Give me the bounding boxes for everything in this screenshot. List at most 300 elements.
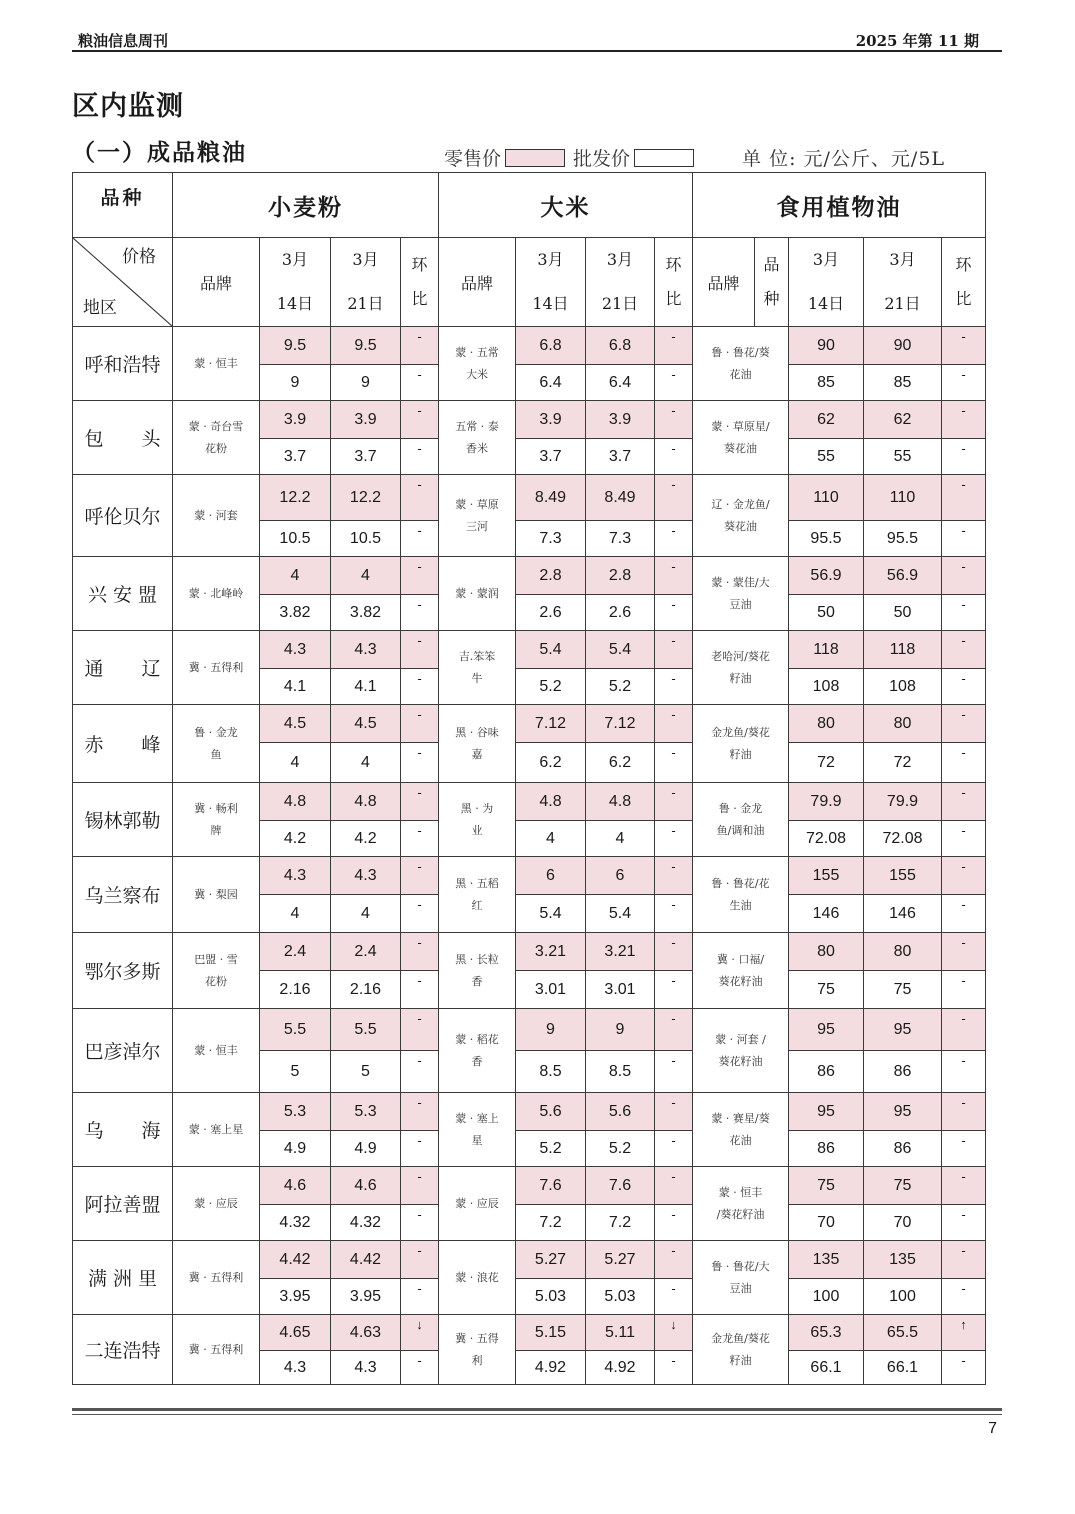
flour-retail-change: - <box>401 933 439 971</box>
flour-retail-price-mar14: 5.5 <box>260 1009 331 1051</box>
flour-retail-change: - <box>401 783 439 821</box>
flour-retail-price-mar21: 4.5 <box>331 705 401 743</box>
oil-wholesale-price-mar21: 75 <box>864 971 942 1009</box>
oil-retail-change: - <box>942 475 986 521</box>
rice-wholesale-change: - <box>655 1131 693 1167</box>
flour-wholesale-price-mar21: 4 <box>331 895 401 933</box>
rice-wholesale-price-mar21: 3.01 <box>586 971 655 1009</box>
oil-retail-price-mar14: 155 <box>789 857 864 895</box>
oil-change-header: 环 比 <box>942 238 986 327</box>
rice-wholesale-change: - <box>655 521 693 557</box>
wholesale-legend-label: 批发价 <box>573 148 631 170</box>
flour-brand: 蒙 · 河套 <box>173 475 260 557</box>
oil-wholesale-change: - <box>942 521 986 557</box>
oil-retail-change: ↑ <box>942 1315 986 1351</box>
rice-wholesale-price-mar21: 3.7 <box>586 439 655 475</box>
rice-wholesale-price-mar14: 5.4 <box>516 895 586 933</box>
flour-retail-price-mar14: 4 <box>260 557 331 595</box>
flour-retail-price-mar14: 4.6 <box>260 1167 331 1205</box>
flour-retail-price-mar21: 12.2 <box>331 475 401 521</box>
flour-wholesale-price-mar14: 4 <box>260 895 331 933</box>
flour-wholesale-price-mar21: 3.82 <box>331 595 401 631</box>
flour-retail-price-mar14: 4.8 <box>260 783 331 821</box>
oil-wholesale-price-mar14: 72 <box>789 743 864 783</box>
region-name: 阿拉善盟 <box>73 1167 173 1241</box>
rice-wholesale-price-mar14: 2.6 <box>516 595 586 631</box>
rice-retail-price-mar21: 8.49 <box>586 475 655 521</box>
flour-wholesale-change: - <box>401 595 439 631</box>
flour-wholesale-price-mar21: 3.95 <box>331 1279 401 1315</box>
rice-wholesale-change: - <box>655 1351 693 1385</box>
flour-retail-change: - <box>401 1167 439 1205</box>
rice-retail-price-mar14: 9 <box>516 1009 586 1051</box>
oil-wholesale-price-mar21: 86 <box>864 1051 942 1093</box>
flour-wholesale-change: - <box>401 1279 439 1315</box>
oil-retail-change: - <box>942 783 986 821</box>
region-name: 鄂尔多斯 <box>73 933 173 1009</box>
flour-wholesale-price-mar14: 2.16 <box>260 971 331 1009</box>
rice-wholesale-price-mar21: 5.2 <box>586 1131 655 1167</box>
footer-divider-thick <box>72 1408 1002 1411</box>
rice-wholesale-change: - <box>655 971 693 1009</box>
flour-brand: 蒙 · 塞上星 <box>173 1093 260 1167</box>
flour-retail-change: - <box>401 631 439 669</box>
rice-wholesale-change: - <box>655 743 693 783</box>
oil-retail-price-mar14: 90 <box>789 327 864 365</box>
rice-wholesale-price-mar21: 8.5 <box>586 1051 655 1093</box>
flour-retail-price-mar21: 5.5 <box>331 1009 401 1051</box>
flour-wholesale-price-mar21: 4.9 <box>331 1131 401 1167</box>
rice-retail-price-mar14: 7.6 <box>516 1167 586 1205</box>
product-header-flour: 小麦粉 <box>173 173 439 238</box>
rice-retail-price-mar14: 2.8 <box>516 557 586 595</box>
flour-wholesale-price-mar21: 2.16 <box>331 971 401 1009</box>
header-divider <box>72 50 1002 52</box>
flour-retail-price-mar14: 4.3 <box>260 631 331 669</box>
section-title: 区内监测 <box>72 91 184 122</box>
oil-brand: 蒙 · 草原星/ 葵花油 <box>693 401 789 475</box>
flour-wholesale-price-mar14: 4.3 <box>260 1351 331 1385</box>
oil-wholesale-change: - <box>942 1351 986 1385</box>
rice-brand: 蒙 · 应辰 <box>439 1167 516 1241</box>
date1-month: 3月 <box>281 250 309 269</box>
oil-wholesale-price-mar14: 86 <box>789 1051 864 1093</box>
flour-wholesale-change: - <box>401 669 439 705</box>
date1-day: 14日 <box>807 294 845 313</box>
variety-header: 品种 <box>73 173 173 238</box>
subsection-title: （一）成品粮油 <box>72 139 247 166</box>
rice-brand: 吉.笨笨 牛 <box>439 631 516 705</box>
price-label: 价格 <box>122 247 156 267</box>
rice-brand: 蒙 · 塞上 星 <box>439 1093 516 1167</box>
flour-retail-price-mar14: 9.5 <box>260 327 331 365</box>
oil-wholesale-change: - <box>942 1205 986 1241</box>
rice-retail-price-mar14: 8.49 <box>516 475 586 521</box>
rice-wholesale-change: - <box>655 439 693 475</box>
oil-wholesale-price-mar14: 55 <box>789 439 864 475</box>
rice-wholesale-price-mar14: 4.92 <box>516 1351 586 1385</box>
flour-brand-header: 品牌 <box>173 238 260 327</box>
flour-wholesale-change: - <box>401 1051 439 1093</box>
oil-wholesale-change: - <box>942 1279 986 1315</box>
region-label: 地区 <box>83 298 117 318</box>
rice-brand: 黑 · 长粒 香 <box>439 933 516 1009</box>
retail-price-row <box>73 327 986 365</box>
rice-retail-price-mar14: 5.15 <box>516 1315 586 1351</box>
retail-price-row <box>73 933 986 971</box>
region-name: 乌兰察布 <box>73 857 173 933</box>
oil-variety-header: 品 种 <box>755 238 789 327</box>
rice-wholesale-price-mar21: 4 <box>586 821 655 857</box>
flour-wholesale-price-mar21: 10.5 <box>331 521 401 557</box>
rice-retail-price-mar21: 2.8 <box>586 557 655 595</box>
oil-retail-change: - <box>942 1167 986 1205</box>
product-header-rice: 大米 <box>439 173 693 238</box>
oil-wholesale-price-mar21: 100 <box>864 1279 942 1315</box>
issue-number: 2025 年第 11 期 <box>855 32 979 50</box>
rice-retail-change: - <box>655 1241 693 1279</box>
oil-retail-price-mar14: 56.9 <box>789 557 864 595</box>
oil-retail-price-mar14: 110 <box>789 475 864 521</box>
flour-wholesale-change: - <box>401 521 439 557</box>
oil-retail-price-mar14: 135 <box>789 1241 864 1279</box>
flour-retail-change: - <box>401 857 439 895</box>
flour-retail-change: - <box>401 401 439 439</box>
oil-wholesale-price-mar14: 70 <box>789 1205 864 1241</box>
oil-wholesale-change: - <box>942 1131 986 1167</box>
retail-legend-label: 零售价 <box>444 148 502 170</box>
rice-wholesale-change: - <box>655 1051 693 1093</box>
oil-wholesale-price-mar14: 100 <box>789 1279 864 1315</box>
flour-wholesale-price-mar21: 4 <box>331 743 401 783</box>
flour-wholesale-price-mar14: 3.95 <box>260 1279 331 1315</box>
rice-wholesale-price-mar14: 7.3 <box>516 521 586 557</box>
rice-retail-change: - <box>655 783 693 821</box>
rice-retail-price-mar14: 6.8 <box>516 327 586 365</box>
retail-price-row <box>73 1241 986 1279</box>
oil-brand-header: 品牌 <box>693 238 755 327</box>
flour-wholesale-price-mar21: 4.1 <box>331 669 401 705</box>
oil-brand: 金龙鱼/葵花 籽油 <box>693 1315 789 1385</box>
flour-wholesale-price-mar14: 4.9 <box>260 1131 331 1167</box>
rice-wholesale-price-mar21: 6.4 <box>586 365 655 401</box>
flour-wholesale-price-mar14: 9 <box>260 365 331 401</box>
oil-brand: 鲁 · 鲁花/花 生油 <box>693 857 789 933</box>
date2-day: 21日 <box>884 294 921 313</box>
oil-wholesale-change: - <box>942 595 986 631</box>
oil-retail-price-mar21: 75 <box>864 1167 942 1205</box>
rice-wholesale-price-mar14: 7.2 <box>516 1205 586 1241</box>
oil-retail-price-mar14: 79.9 <box>789 783 864 821</box>
oil-retail-price-mar21: 95 <box>864 1009 942 1051</box>
rice-retail-change: - <box>655 705 693 743</box>
flour-date1-header <box>260 238 331 327</box>
flour-retail-price-mar21: 4.8 <box>331 783 401 821</box>
flour-retail-price-mar21: 4.42 <box>331 1241 401 1279</box>
oil-brand: 鲁 · 金龙 鱼/调和油 <box>693 783 789 857</box>
rice-wholesale-price-mar21: 7.2 <box>586 1205 655 1241</box>
region-name: 兴 安 盟 <box>73 557 173 631</box>
rice-retail-price-mar14: 5.6 <box>516 1093 586 1131</box>
flour-brand: 冀 · 五得利 <box>173 1315 260 1385</box>
flour-brand: 冀 · 五得利 <box>173 1241 260 1315</box>
rice-retail-change: - <box>655 631 693 669</box>
oil-wholesale-price-mar14: 95.5 <box>789 521 864 557</box>
flour-wholesale-change: - <box>401 743 439 783</box>
flour-brand: 蒙 · 恒丰 <box>173 1009 260 1093</box>
flour-retail-price-mar21: 3.9 <box>331 401 401 439</box>
oil-retail-price-mar14: 95 <box>789 1093 864 1131</box>
flour-retail-price-mar14: 5.3 <box>260 1093 331 1131</box>
rice-brand: 蒙 · 稻花 香 <box>439 1009 516 1093</box>
oil-retail-change: - <box>942 933 986 971</box>
rice-retail-price-mar14: 3.21 <box>516 933 586 971</box>
rice-retail-price-mar21: 5.6 <box>586 1093 655 1131</box>
rice-wholesale-price-mar14: 3.01 <box>516 971 586 1009</box>
page-number: 7 <box>988 1420 997 1437</box>
rice-retail-price-mar14: 6 <box>516 857 586 895</box>
region-name: 巴彦淖尔 <box>73 1009 173 1093</box>
oil-wholesale-price-mar14: 146 <box>789 895 864 933</box>
oil-retail-price-mar21: 79.9 <box>864 783 942 821</box>
date1-month: 3月 <box>812 250 840 269</box>
flour-wholesale-price-mar14: 4.2 <box>260 821 331 857</box>
retail-price-row <box>73 631 986 669</box>
oil-wholesale-price-mar14: 50 <box>789 595 864 631</box>
flour-retail-change: ↓ <box>401 1315 439 1351</box>
retail-legend-swatch <box>505 149 565 167</box>
rice-wholesale-price-mar14: 6.2 <box>516 743 586 783</box>
rice-wholesale-price-mar21: 6.2 <box>586 743 655 783</box>
oil-date1-header <box>789 238 864 327</box>
oil-retail-change: - <box>942 327 986 365</box>
oil-wholesale-price-mar14: 75 <box>789 971 864 1009</box>
flour-wholesale-price-mar21: 3.7 <box>331 439 401 475</box>
rice-brand: 黑 · 谷味 嘉 <box>439 705 516 783</box>
oil-wholesale-change: - <box>942 439 986 475</box>
flour-retail-price-mar21: 5.3 <box>331 1093 401 1131</box>
flour-brand: 冀 · 五得利 <box>173 631 260 705</box>
oil-wholesale-price-mar21: 72.08 <box>864 821 942 857</box>
oil-wholesale-price-mar21: 108 <box>864 669 942 705</box>
oil-brand: 老哈河/葵花 籽油 <box>693 631 789 705</box>
flour-wholesale-change: - <box>401 821 439 857</box>
retail-price-row <box>73 475 986 521</box>
rice-retail-price-mar14: 7.12 <box>516 705 586 743</box>
date1-day: 14日 <box>276 294 314 313</box>
rice-wholesale-change: - <box>655 1279 693 1315</box>
oil-retail-price-mar21: 135 <box>864 1241 942 1279</box>
rice-retail-price-mar14: 5.27 <box>516 1241 586 1279</box>
oil-retail-change: - <box>942 631 986 669</box>
rice-retail-change: ↓ <box>655 1315 693 1351</box>
date2-day: 21日 <box>347 294 384 313</box>
oil-retail-change: - <box>942 705 986 743</box>
oil-wholesale-price-mar14: 66.1 <box>789 1351 864 1385</box>
oil-retail-change: - <box>942 1241 986 1279</box>
oil-wholesale-price-mar21: 86 <box>864 1131 942 1167</box>
region-name: 乌 海 <box>73 1093 173 1167</box>
flour-retail-change: - <box>401 1241 439 1279</box>
oil-wholesale-price-mar21: 66.1 <box>864 1351 942 1385</box>
rice-wholesale-price-mar21: 5.2 <box>586 669 655 705</box>
region-name: 锡林郭勒 <box>73 783 173 857</box>
retail-price-row <box>73 1167 986 1205</box>
oil-retail-price-mar14: 65.3 <box>789 1315 864 1351</box>
oil-brand: 鲁 · 鲁花/大 豆油 <box>693 1241 789 1315</box>
rice-wholesale-price-mar14: 8.5 <box>516 1051 586 1093</box>
flour-retail-price-mar14: 4.42 <box>260 1241 331 1279</box>
oil-wholesale-price-mar21: 55 <box>864 439 942 475</box>
flour-wholesale-price-mar21: 9 <box>331 365 401 401</box>
rice-brand: 蒙 · 草原 三河 <box>439 475 516 557</box>
rice-wholesale-price-mar14: 5.2 <box>516 1131 586 1167</box>
rice-brand: 五常 · 泰 香米 <box>439 401 516 475</box>
rice-wholesale-price-mar14: 5.03 <box>516 1279 586 1315</box>
table-header-row-products <box>73 173 986 238</box>
rice-retail-change: - <box>655 1009 693 1051</box>
rice-retail-price-mar21: 6 <box>586 857 655 895</box>
oil-wholesale-change: - <box>942 365 986 401</box>
flour-wholesale-price-mar21: 5 <box>331 1051 401 1093</box>
flour-brand: 巴盟 · 雪 花粉 <box>173 933 260 1009</box>
retail-price-row <box>73 401 986 439</box>
product-header-oil: 食用植物油 <box>693 173 986 238</box>
oil-retail-change: - <box>942 857 986 895</box>
rice-retail-price-mar21: 5.27 <box>586 1241 655 1279</box>
oil-brand: 蒙 · 河套 / 葵花籽油 <box>693 1009 789 1093</box>
oil-brand: 冀 · 口福/ 葵花籽油 <box>693 933 789 1009</box>
rice-retail-price-mar21: 5.11 <box>586 1315 655 1351</box>
flour-retail-change: - <box>401 705 439 743</box>
region-name: 通 辽 <box>73 631 173 705</box>
rice-retail-price-mar14: 5.4 <box>516 631 586 669</box>
oil-retail-price-mar21: 62 <box>864 401 942 439</box>
date1-month: 3月 <box>537 250 564 269</box>
oil-wholesale-price-mar21: 70 <box>864 1205 942 1241</box>
rice-wholesale-price-mar14: 6.4 <box>516 365 586 401</box>
oil-wholesale-price-mar21: 146 <box>864 895 942 933</box>
rice-retail-price-mar21: 6.8 <box>586 327 655 365</box>
rice-retail-price-mar14: 3.9 <box>516 401 586 439</box>
flour-brand: 蒙 · 奇台雪 花粉 <box>173 401 260 475</box>
flour-wholesale-price-mar21: 4.32 <box>331 1205 401 1241</box>
oil-wholesale-change: - <box>942 743 986 783</box>
rice-retail-price-mar21: 9 <box>586 1009 655 1051</box>
flour-retail-change: - <box>401 327 439 365</box>
flour-retail-price-mar14: 4.5 <box>260 705 331 743</box>
oil-brand: 辽 · 金龙鱼/ 葵花油 <box>693 475 789 557</box>
oil-brand: 蒙 · 赛星/葵 花油 <box>693 1093 789 1167</box>
rice-retail-change: - <box>655 401 693 439</box>
oil-wholesale-price-mar21: 50 <box>864 595 942 631</box>
rice-brand: 蒙 · 五常 大米 <box>439 327 516 401</box>
rice-change-header: 环 比 <box>655 238 693 327</box>
oil-retail-price-mar21: 90 <box>864 327 942 365</box>
publication-name: 粮油信息周刊 <box>78 32 169 50</box>
oil-retail-price-mar21: 95 <box>864 1093 942 1131</box>
rice-wholesale-price-mar21: 4.92 <box>586 1351 655 1385</box>
flour-wholesale-price-mar14: 4.32 <box>260 1205 331 1241</box>
rice-wholesale-change: - <box>655 365 693 401</box>
flour-wholesale-price-mar14: 4 <box>260 743 331 783</box>
oil-retail-price-mar14: 95 <box>789 1009 864 1051</box>
rice-brand: 黑 · 五稻 红 <box>439 857 516 933</box>
oil-wholesale-change: - <box>942 669 986 705</box>
rice-brand: 冀 · 五得 利 <box>439 1315 516 1385</box>
rice-brand: 黑 · 为 业 <box>439 783 516 857</box>
wholesale-legend-swatch <box>634 149 694 167</box>
rice-wholesale-price-mar21: 5.4 <box>586 895 655 933</box>
oil-wholesale-change: - <box>942 821 986 857</box>
retail-price-row <box>73 1009 986 1051</box>
rice-brand: 蒙 · 蒙润 <box>439 557 516 631</box>
rice-retail-price-mar21: 4.8 <box>586 783 655 821</box>
oil-wholesale-change: - <box>942 1051 986 1093</box>
oil-wholesale-change: - <box>942 895 986 933</box>
oil-retail-price-mar21: 56.9 <box>864 557 942 595</box>
oil-brand: 金龙鱼/葵花 籽油 <box>693 705 789 783</box>
oil-wholesale-price-mar14: 72.08 <box>789 821 864 857</box>
flour-brand: 蒙 · 应辰 <box>173 1167 260 1241</box>
flour-wholesale-change: - <box>401 1351 439 1385</box>
oil-wholesale-change: - <box>942 971 986 1009</box>
price-table <box>72 172 986 1385</box>
rice-wholesale-price-mar14: 3.7 <box>516 439 586 475</box>
retail-price-row <box>73 557 986 595</box>
region-name: 赤 峰 <box>73 705 173 783</box>
flour-brand: 蒙 · 北峰岭 <box>173 557 260 631</box>
flour-retail-price-mar21: 4.63 <box>331 1315 401 1351</box>
flour-retail-price-mar14: 4.65 <box>260 1315 331 1351</box>
flour-brand: 蒙 · 恒丰 <box>173 327 260 401</box>
rice-retail-change: - <box>655 475 693 521</box>
rice-wholesale-price-mar14: 5.2 <box>516 669 586 705</box>
region-name: 满 洲 里 <box>73 1241 173 1315</box>
oil-retail-price-mar21: 155 <box>864 857 942 895</box>
flour-retail-change: - <box>401 475 439 521</box>
rice-wholesale-change: - <box>655 1205 693 1241</box>
oil-retail-change: - <box>942 557 986 595</box>
flour-retail-price-mar21: 9.5 <box>331 327 401 365</box>
date1-day: 14日 <box>532 294 569 313</box>
flour-retail-price-mar21: 4.3 <box>331 631 401 669</box>
oil-retail-change: - <box>942 401 986 439</box>
rice-brand-header: 品牌 <box>439 238 516 327</box>
flour-wholesale-change: - <box>401 1205 439 1241</box>
flour-retail-price-mar14: 2.4 <box>260 933 331 971</box>
flour-retail-change: - <box>401 557 439 595</box>
rice-date1-header <box>516 238 586 327</box>
rice-retail-price-mar14: 4.8 <box>516 783 586 821</box>
flour-wholesale-price-mar14: 10.5 <box>260 521 331 557</box>
footer-divider-thin <box>72 1414 1002 1415</box>
rice-wholesale-change: - <box>655 821 693 857</box>
oil-retail-change: - <box>942 1009 986 1051</box>
oil-retail-price-mar14: 80 <box>789 705 864 743</box>
region-name: 二连浩特 <box>73 1315 173 1385</box>
date2-month: 3月 <box>352 250 379 269</box>
region-name: 包 头 <box>73 401 173 475</box>
table-header-row-columns <box>73 238 986 327</box>
rice-date2-header <box>586 238 655 327</box>
oil-wholesale-price-mar21: 85 <box>864 365 942 401</box>
rice-retail-price-mar21: 7.6 <box>586 1167 655 1205</box>
rice-wholesale-change: - <box>655 595 693 631</box>
rice-retail-price-mar21: 3.21 <box>586 933 655 971</box>
retail-price-row <box>73 1093 986 1131</box>
flour-wholesale-change: - <box>401 1131 439 1167</box>
